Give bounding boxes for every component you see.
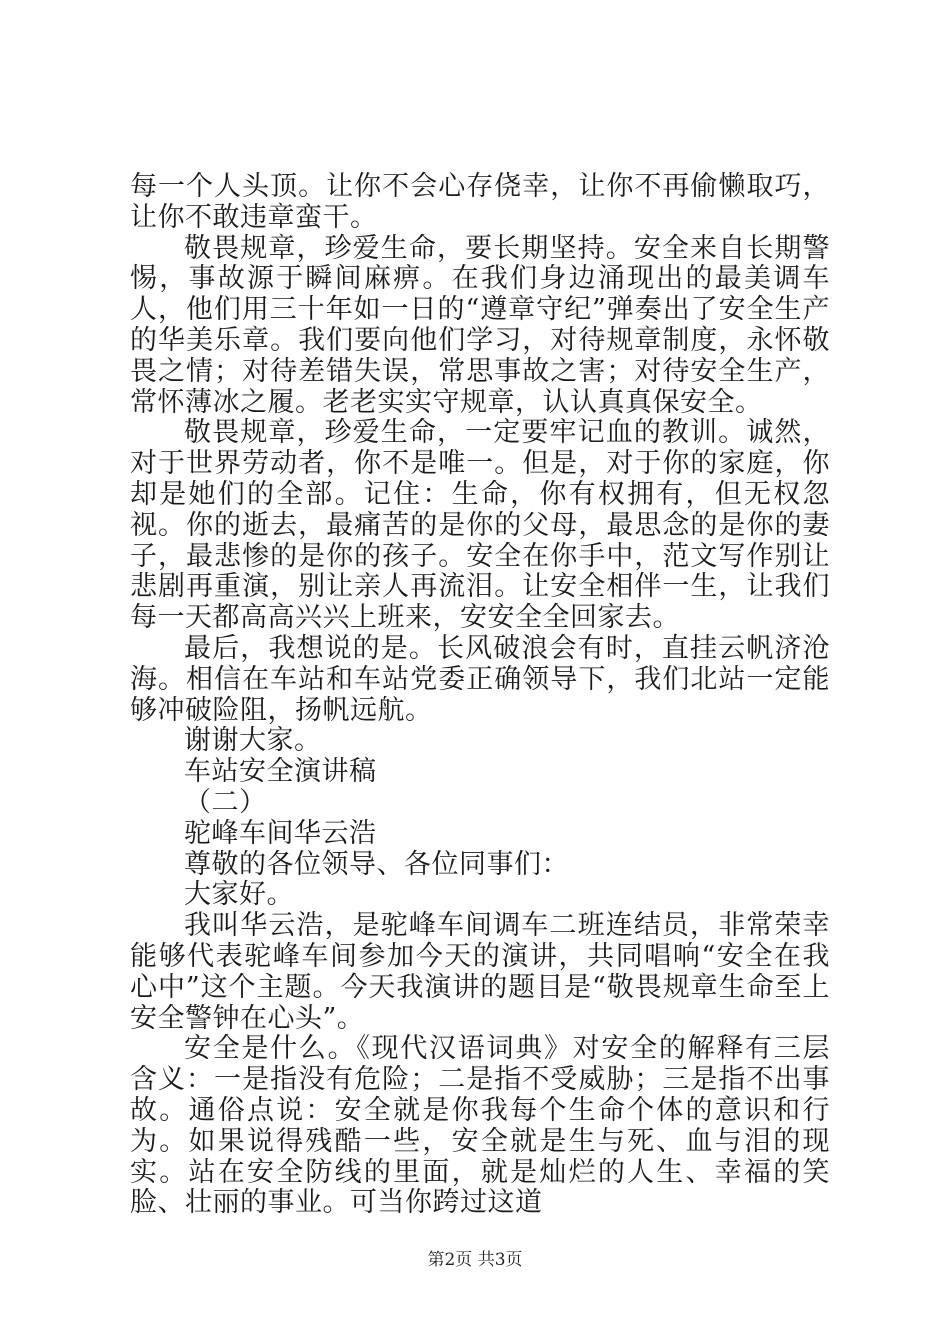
- salutation: 尊敬的各位领导、各位同事们：: [184, 848, 569, 880]
- page-footer: 第2页 共3页: [427, 1250, 523, 1270]
- paragraph-thanks: 谢谢大家。: [184, 725, 322, 757]
- document-body: [130, 172, 830, 1219]
- paragraph-2: 敬畏规章，珍爱生命，要长期坚持。安全来自长期警惕，事故源于瞬间麻痹。在我们身边涌现出的最美调车人，他们用三十年如一日的“遵章守纪”弹奏出了安全生产的华美乐章。我们要向他们学习，对待规章制度，永怀敬畏之情；对待差错失误，常思事故之害；对待安全生产，常怀薄冰之履。老老实实守规章，认认真真保安全。: [130, 232, 830, 418]
- paragraph-3: 敬畏规章，珍爱生命，一定要牢记血的教训。诚然，对于世界劳动者，你不是唯一。但是，对于你的家庭，你却是她们的全部。记住：生命，你有权拥有，但无权忽视。你的逝去，最痛苦的是你的父母，最思念的是你的妻子，最悲惨的是你的孩子。安全在你手中，范文写作别让悲剧再重演，别让亲人再流泪。让安全相伴一生，让我们每一天都高高兴兴上班来，安安全全回家去。: [130, 417, 830, 634]
- paragraph-4: 最后，我想说的是。长风破浪会有时，直挂云帆济沧海。相信在车站和车站党委正确领导下，我们北站一定能够冲破险阻，扬帆远航。: [130, 632, 830, 726]
- greeting: 大家好。: [184, 879, 294, 911]
- author-line: 驼峰车间华云浩: [184, 817, 377, 849]
- section-number: （二）: [184, 786, 267, 818]
- paragraph-intro: 我叫华云浩，是驼峰车间调车二班连结员，非常荣幸能够代表驼峰车间参加今天的演讲，共同唱响“安全在我心中”这个主题。今天我演讲的题目是“敬畏规章生命至上安全警钟在心头”。: [130, 910, 830, 1034]
- section-title: 车站安全演讲稿: [184, 756, 377, 788]
- paragraph-safety: 安全是什么。《现代汉语词典》对安全的解释有三层含义：一是指没有危险；二是指不受威胁；三是指不出事故。通俗点说：安全就是你我每个生命个体的意识和行为。如果说得残酷一些，安全就是生与死、血与泪的现实。站在安全防线的里面，就是灿烂的人生、幸福的笑脸、壮丽的事业。可当你跨过这道: [130, 1033, 830, 1219]
- paragraph-1: 每一个人头顶。让你不会心存侥幸，让你不再偷懒取巧，让你不敢违章蛮干。: [130, 171, 830, 233]
